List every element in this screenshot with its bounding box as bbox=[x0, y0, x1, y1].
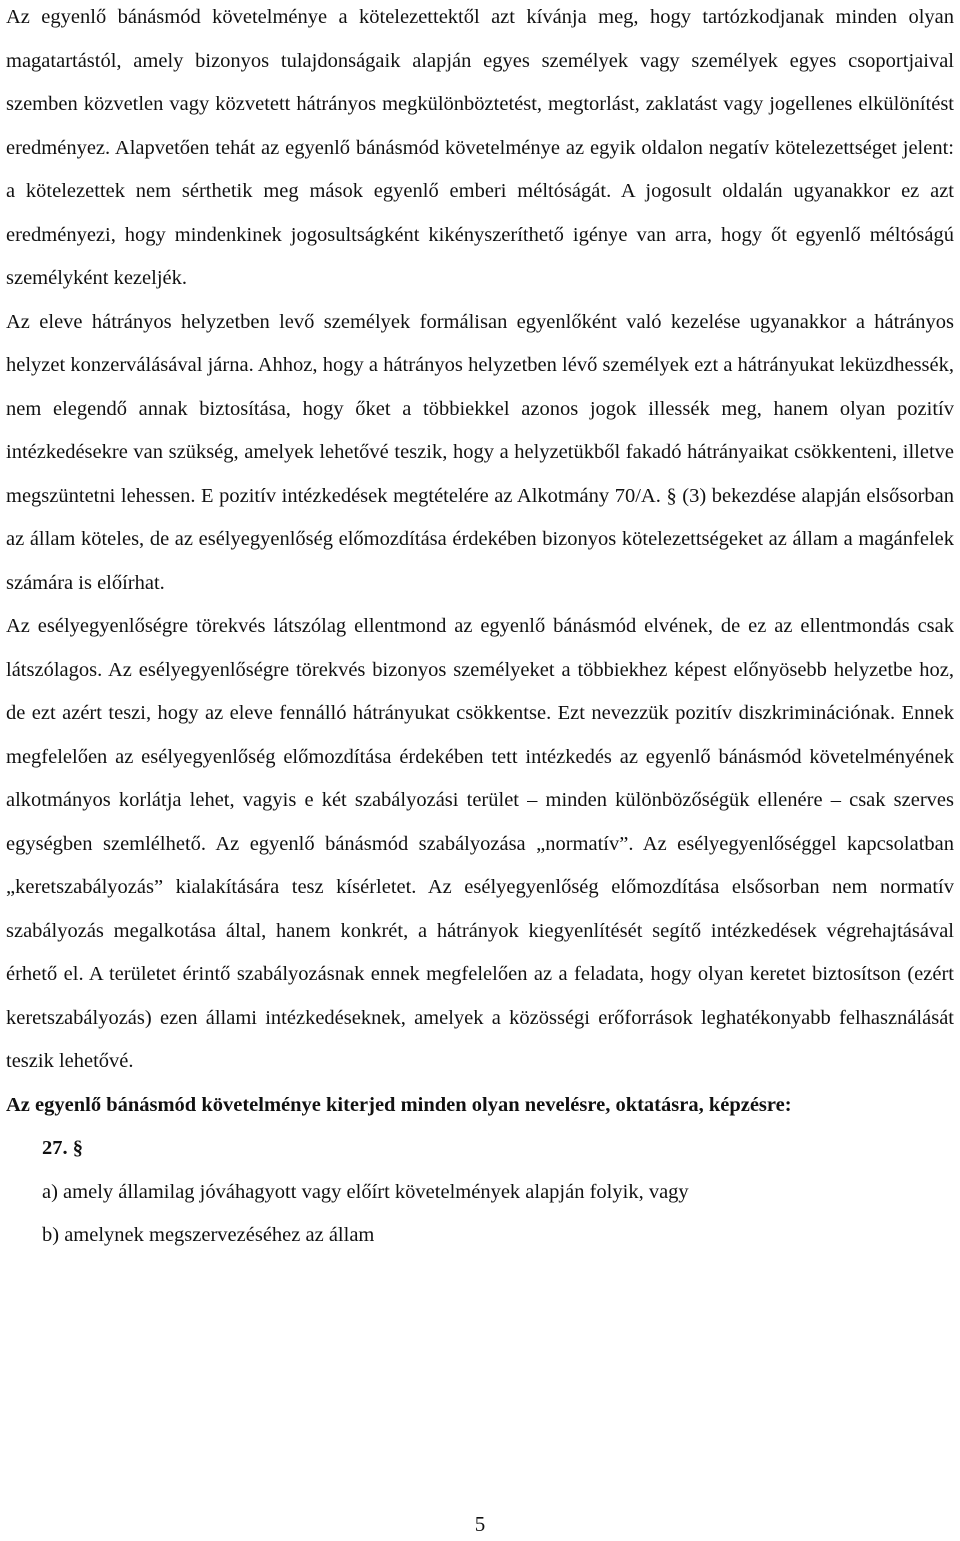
paragraph-positive-measures: Az eleve hátrányos helyzetben levő személyek formálisan egyenlőként való kezelése ugyanakkor a hátrányos helyzet konzerválásával járna. Ahhoz, hogy a hátrányos helyzetben lévő személyek ezt a hátrányukat leküzdhessék, nem elegendő annak biztosítása, hogy őket a többiekkel azonos jogok illessék meg, hanem olyan pozitív intézkedésekre van szükség, amelyek lehetővé teszik, hogy a helyzetükből fakadó hátrányaikat csökkenteni, illetve megszüntetni lehessen. E pozitív intézkedések megtételére az Alkotmány 70/A. § (3) bekezdése alapján elsősorban az állam köteles, de az esélyegyenlőség előmozdítása érdekében bizonyos kötelezettségeket az állam a magánfelek számára is előírhat. bbox=[6, 310, 954, 594]
section-heading: Az egyenlő bánásmód követelménye kiterjed minden olyan nevelésre, oktatásra, képzésre: bbox=[6, 1093, 792, 1116]
list-item-a: a) amely államilag jóváhagyott vagy előírt követelmények alapján folyik, vagy bbox=[42, 1180, 689, 1203]
paragraph-positive-discrimination: Az esélyegyenlőségre törekvés látszólag ellentmond az egyenlő bánásmód elvének, de ez az ellentmondás csak látszólagos. Az esélyegyenlőségre törekvés bizonyos személyeket a többiekhez képest előnyösebb helyzetbe hoz, de ezt azért teszi, hogy az eleve fennálló hátrányukat csökkentse. Ezt nevezzük pozitív diszkriminációnak. Ennek megfelelően az esélyegyenlőség előmozdítása érdekében tett intézkedés az egyenlő bánásmód követelményének alkotmányos korlátja lehet, vagyis e két szabályozási terület – minden különbözőségük ellenére – csak szerves egységben szemlélhető. Az egyenlő bánásmód szabályozása „normatív”. Az esélyegyenlőséggel kapcsolatban „keretszabályozás” kialakítására tesz kísérletet. Az esélyegyenlőség előmozdítása elsősorban nem normatív szabályozás megalkotása által, hanem konkrét, a hátrányok kiegyenlítését segítő intézkedések végrehajtásával érhető el. A területet érintő szabályozásnak ennek megfelelően az a feladata, hogy olyan keretet biztosítson (ezért keretszabályozás) ezen állami intézkedéseknek, amelyek a közösségi erőforrások leghatékonyabb felhasználását teszik lehetővé. bbox=[6, 615, 954, 1072]
document-page bbox=[6, 0, 954, 1258]
paragraph-equal-treatment-definition: Az egyenlő bánásmód követelménye a kötelezettektől azt kívánja meg, hogy tartózkodjanak minden olyan magatartástól, amely bizonyos tulajdonságaik alapján egyes személyek vagy személyek egyes csoportjaival szemben közvetlen vagy közvetett hátrányos megkülönböztetést, megtorlást, zaklatást vagy jogellenes elkülönítést eredményez. Alapvetően tehát az egyenlő bánásmód követelménye az egyik oldalon negatív kötelezettséget jelent: a kötelezettek nem sérthetik meg mások egyenlő emberi méltóságát. A jogosult oldalán ugyanakkor ez azt eredményezi, hogy mindenkinek jogosultságként kikényszeríthető igénye van arra, hogy őt egyenlő méltóságú személyként kezeljék. bbox=[6, 6, 954, 289]
list-item-b: b) amelynek megszervezéséhez az állam bbox=[42, 1224, 375, 1246]
page-number: 5 bbox=[474, 1512, 486, 1536]
section-number: 27. § bbox=[42, 1137, 83, 1159]
